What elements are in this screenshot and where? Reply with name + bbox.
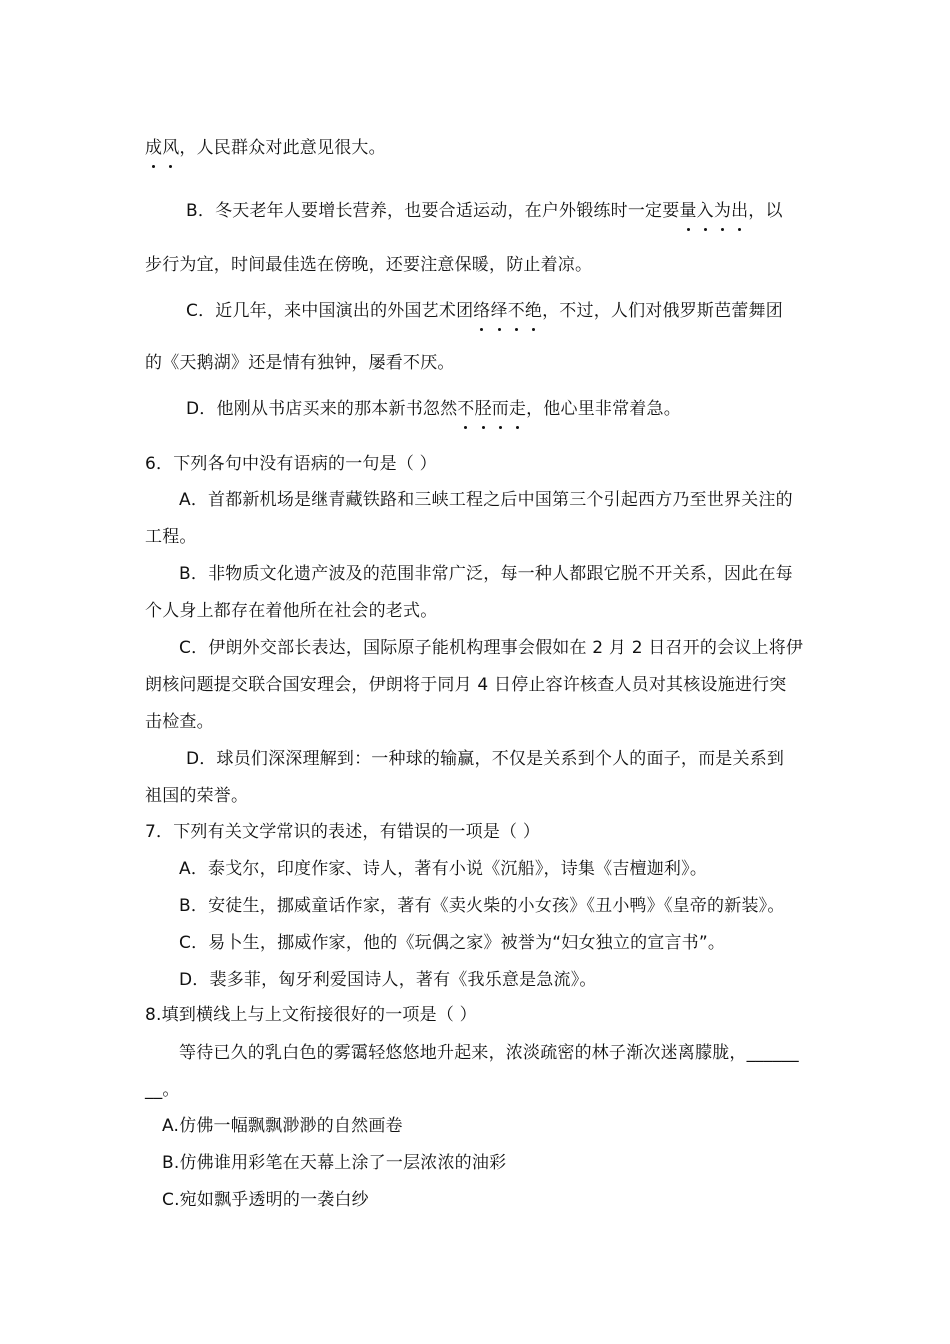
q7-stem: 7．下列有关文学常识的表述，有错误的一项是（ ）	[145, 822, 541, 842]
q6-option-d-line-1: D．球员们深深理解到：一种球的输赢，不仅是关系到个人的面子，而是关系到	[186, 749, 785, 769]
emphasis-char: 而	[491, 399, 509, 419]
q6-option-a-line-1: A．首都新机场是继青藏铁路和三峡工程之后中国第三个引起西方乃至世界关注的	[179, 490, 793, 510]
q5-line-1	[145, 136, 386, 160]
q5-option-c-line-1	[186, 299, 783, 323]
q8-passage-line-1: 等待已久的乳白色的雾霭轻悠悠地升起来，浓淡疏密的林子渐次迷离朦胧，______	[179, 1043, 799, 1063]
q5-option-b-line-1	[186, 199, 783, 223]
emphasis-char: 风	[162, 138, 180, 158]
q6-option-c-line-3: 击检查。	[145, 712, 214, 732]
q7-option-d: D．裴多菲，匈牙利爱国诗人，著有《我乐意是急流》。	[179, 970, 597, 990]
q5-option-d-line-1	[186, 397, 681, 421]
q5-line-1-rest: ，人民群众对此意见很大。	[179, 138, 386, 158]
q5-option-b-pre: B．冬天老年人要增长营养，也要合适运动，在户外锻练时一定要	[186, 201, 680, 221]
q8-passage-line-2: __。	[145, 1080, 180, 1100]
q8-option-c: C.宛如飘乎透明的一袭白纱	[162, 1190, 369, 1210]
emphasis-char: 走	[508, 399, 527, 419]
emphasis-char: 不	[457, 399, 475, 419]
emphasis-char: 量	[679, 201, 697, 221]
emphasis-char: 为	[713, 201, 732, 221]
q5-option-d-post: ，他心里非常着急。	[526, 399, 681, 419]
q6-option-b-line-2: 个人身上都存在着他所在社会的老式。	[145, 601, 438, 621]
emphasis-char: 出	[731, 201, 749, 221]
emphasis-char: 不	[507, 301, 525, 321]
q5-option-c-line-2: 的《天鹅湖》还是情有独钟，屡看不厌。	[145, 353, 455, 373]
q5-option-b-post: ，以	[748, 201, 783, 221]
q6-stem: 6．下列各句中没有语病的一句是（ ）	[145, 454, 437, 474]
emphasis-char: 绎	[490, 301, 508, 321]
q8-option-b: B.仿佛谁用彩笔在天幕上涂了一层浓浓的油彩	[162, 1153, 507, 1173]
q5-option-b-line-2: 步行为宜，时间最佳选在傍晚，还要注意保暖，防止着凉。	[145, 255, 593, 275]
q6-option-c-line-2: 朗核问题提交联合国安理会，伊朗将于同月 4 日停止容许核查人员对其核设施进行突	[145, 675, 787, 695]
emphasis-char: 络	[473, 301, 491, 321]
q5-option-c-pre: C．近几年，来中国演出的外国艺术团	[186, 301, 474, 321]
q7-option-c: C．易卜生，挪威作家，他的《玩偶之家》被誉为“妇女独立的宣言书”。	[179, 933, 726, 953]
q6-option-d-line-2: 祖国的荣誉。	[145, 786, 249, 806]
q5-option-d-pre: D．他刚从书店买来的那本新书忽然	[186, 399, 458, 419]
q8-option-a: A.仿佛一幅飘飘渺渺的自然画卷	[162, 1116, 403, 1136]
q6-option-b-line-1: B．非物质文化遗产波及的范围非常广泛，每一种人都跟它脱不开关系，因此在每	[179, 564, 793, 584]
q6-option-c-line-1: C．伊朗外交部长表达，国际原子能机构理事会假如在 2 月 2 日召开的会议上将伊	[179, 638, 804, 658]
q7-option-b: B．安徒生，挪威童话作家，著有《卖火柴的小女孩》《丑小鸭》《皇帝的新装》。	[179, 896, 785, 916]
q5-option-c-post: ，不过，人们对俄罗斯芭蕾舞团	[542, 301, 783, 321]
q7-option-a: A．泰戈尔，印度作家、诗人，著有小说《沉船》，诗集《吉檀迦利》。	[179, 859, 708, 879]
emphasis-char: 绝	[524, 301, 543, 321]
q6-option-a-line-2: 工程。	[145, 527, 197, 547]
emphasis-char: 胫	[474, 399, 492, 419]
emphasis-char: 入	[696, 201, 714, 221]
emphasis-char: 成	[145, 138, 163, 158]
q8-stem: 8.填到横线上与上文衔接很好的一项是（ ）	[145, 1005, 477, 1025]
